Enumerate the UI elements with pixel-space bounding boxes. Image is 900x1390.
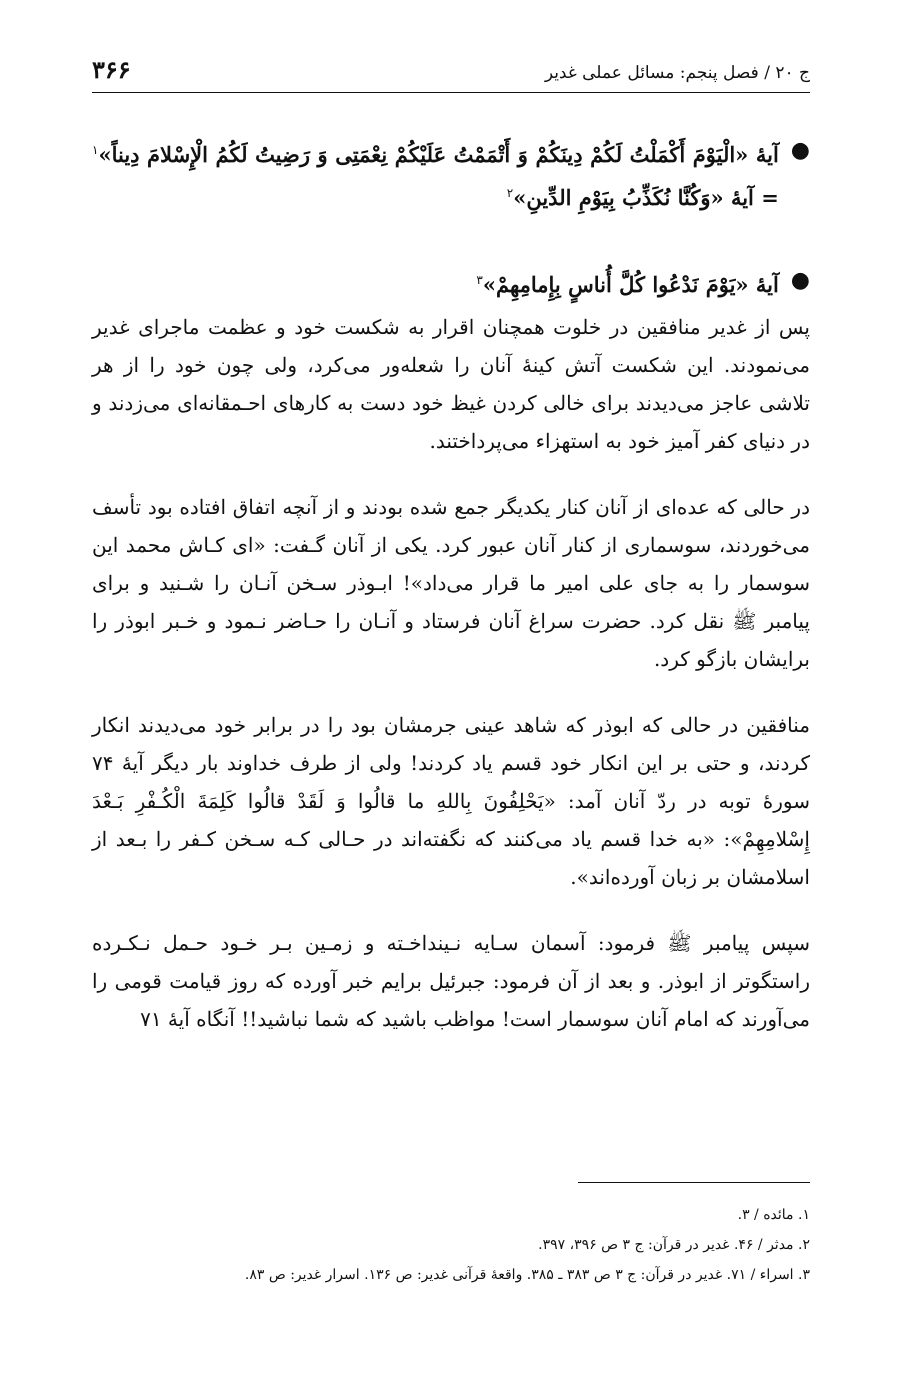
footnote-ref: ۱ bbox=[92, 143, 99, 157]
footnote: ۱. مائده / ۳. bbox=[737, 1207, 810, 1223]
verse-item bbox=[92, 261, 810, 304]
footnote: ۳. اسراء / ۷۱. غدیر در قرآن: ج ۳ ص ۳۸۳ ـ ۳۸۵. واقعهٔ قرآنی غدیر: ص ۱۳۶. اسرار غدیر: ص ۸۳. bbox=[244, 1267, 810, 1283]
verse-item bbox=[92, 131, 810, 217]
footnote: ۲. مدثر / ۴۶. غدیر در قرآن: ج ۳ ص ۳۹۶، ۳۹۷. bbox=[538, 1237, 810, 1253]
verse-text: آیهٔ «الْیَوْمَ أَكْمَلْتُ لَكُمْ دِینَكُمْ وَ أَتْمَمْتُ عَلَیْكُمْ نِعْمَتِی وَ رَضِیتُ لَكُمُ الْإِسْلامَ دِیناً» bbox=[98, 142, 779, 167]
verse-text: آیهٔ «یَوْمَ نَدْعُوا كُلَّ أُناسٍ بِإِمامِهِمْ» bbox=[482, 272, 779, 297]
body-paragraph: سپس پیامبر ﷺ فرمود: آسمان سـایه نـینداخـته و زمـین بـر خـود حـمل نـکـرده راستگوتر از ابوذر. و بعد از آن فرمود: جبرئیل برایم خبر آورده که روز قیامت قومی را می‌آورند که امام آنان سوسمار است! مواظب باشید که شما نباشید!! آنگاه آیهٔ ۷۱ bbox=[92, 931, 810, 1031]
running-title: ج ۲۰ / فصل پنجم: مسائل عملی غدیر bbox=[544, 63, 810, 83]
footnote-divider bbox=[578, 1182, 810, 1183]
bullet-icon: ● bbox=[790, 138, 810, 163]
page-number: ۳۶۶ bbox=[92, 55, 131, 84]
body-paragraph: منافقین در حالی که ابوذر که شاهد عینی جرمشان بود را در برابر خود می‌دیدند انکار کردند، و حتی بر این انکار خود قسم یاد کردند! ولی از طرف خداوند بار دیگر آیهٔ ۷۴ سورهٔ توبه در ردّ آنان آمد: «یَحْلِفُونَ بِاللهِ ما قالُوا وَ لَقَدْ قالُوا كَلِمَةَ الْكُـفْرِ بَـعْدَ إِسْلامِهِمْ»: «به خدا قسم یاد می‌کنند که نگفته‌اند در حـالی کـه سـخن کـفر را بـعد از اسلامشان بر زبان آورده‌اند». bbox=[92, 713, 810, 889]
verse-text-continued: = آیهٔ «وَكُنَّا نُكَذِّبُ بِیَوْمِ الدِّینِ» bbox=[513, 185, 779, 210]
body-paragraph: پس از غدیر منافقین در خلوت همچنان اقرار به شکست خود و عظمت ماجرای غدیر می‌نمودند. این شکست آتش کینهٔ آنان را شعله‌ور می‌کرد، ولی چون خود را از هر تلاشی عاجز می‌دیدند برای خالی کردن غیظ خود دست به کارهای احـمقانه‌ای می‌زدند و در دنیای کفر آمیز خود به استهزاء می‌پرداختند. bbox=[92, 315, 810, 453]
page-body bbox=[92, 131, 810, 1038]
footnote-ref: ۳ bbox=[476, 273, 483, 287]
book-page bbox=[92, 55, 810, 1283]
footnotes bbox=[92, 1200, 810, 1290]
body-paragraph: در حالی که عده‌ای از آنان کنار یکدیگر جمع شده بودند و از آنچه اتفاق افتاده بود تأسف می‌خوردند، سوسماری از کنار آنان عبور کرد. یکی از آنان گـفت: «ای کـاش محمد این سوسمار را به جای علی امیر ما قرار می‌داد»! ابـوذر سـخن آنـان را شـنید و برای پیامبر ﷺ نقل کرد. حضرت سراغ آنان فرستاد و آنـان را حـاضر نـمود و خـبر ابوذر را برایشان بازگو کرد. bbox=[92, 495, 810, 671]
page-header bbox=[92, 55, 810, 93]
footnote-ref: ۲ bbox=[506, 186, 514, 200]
bullet-icon: ● bbox=[790, 268, 810, 293]
